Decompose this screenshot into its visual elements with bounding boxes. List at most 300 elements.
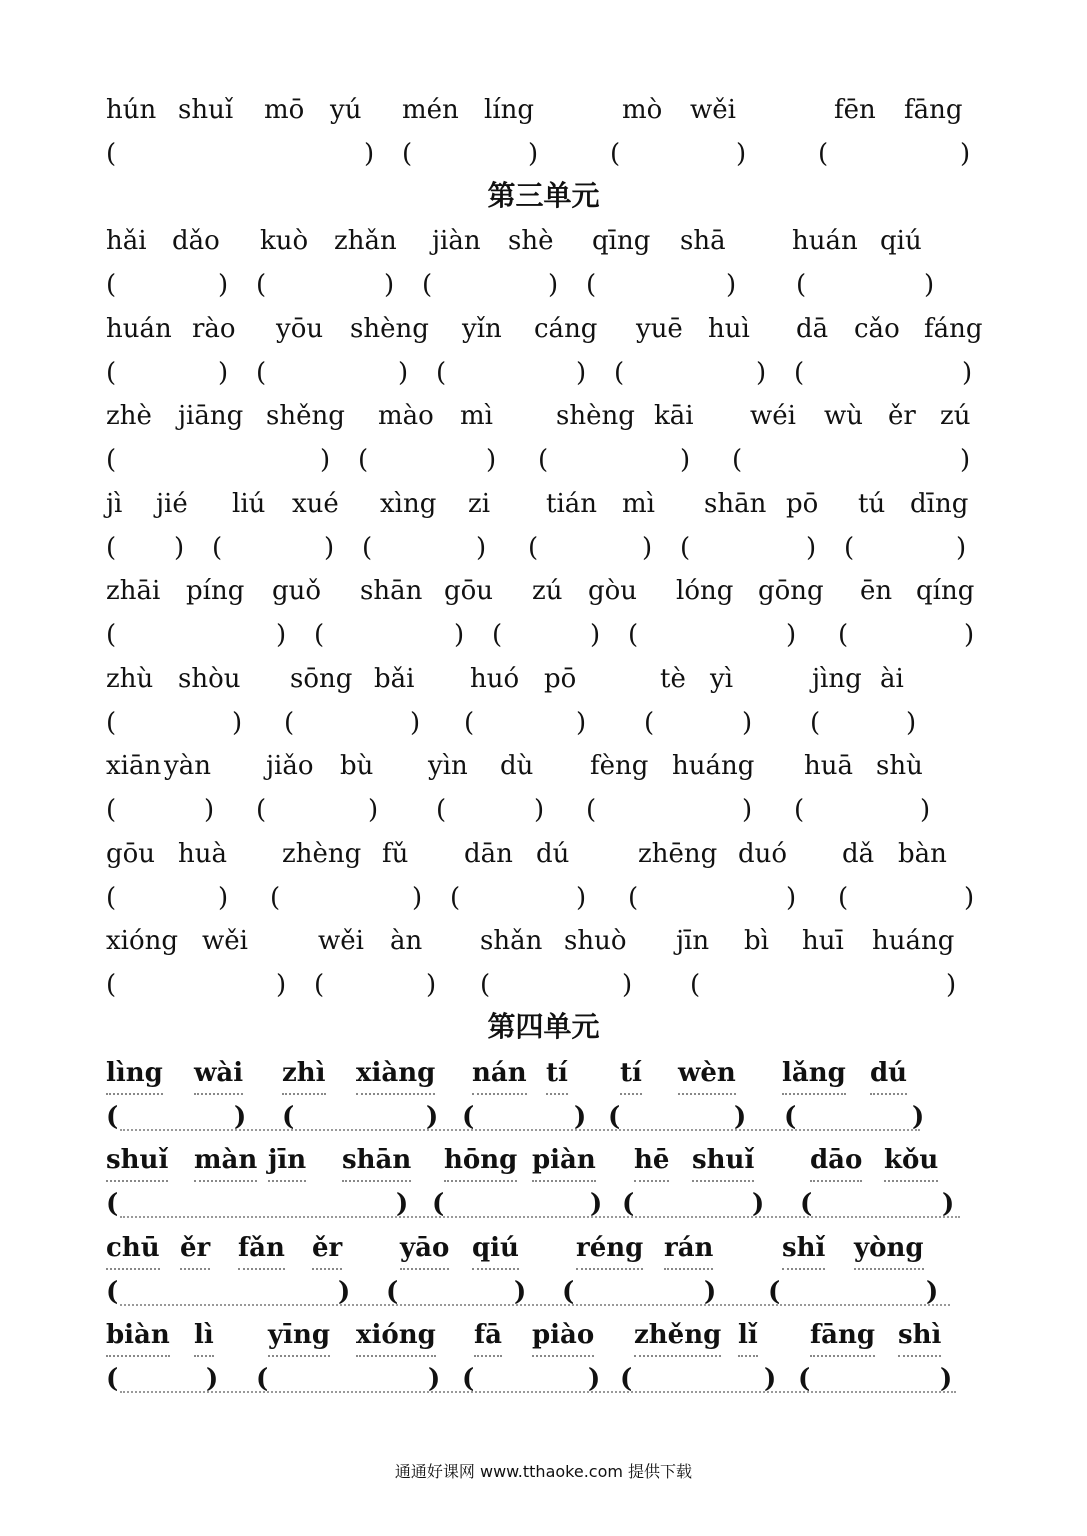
close-bracket: ) bbox=[234, 1102, 247, 1132]
pinyin-syllable: jīn bbox=[268, 1140, 306, 1182]
answer-brackets-row bbox=[0, 615, 1087, 655]
close-bracket: ) bbox=[476, 533, 487, 563]
pinyin-syllable: màn bbox=[194, 1140, 257, 1182]
pinyin-syllable: dā bbox=[796, 314, 829, 344]
pinyin-syllable: nán bbox=[472, 1053, 527, 1095]
open-bracket: ( bbox=[794, 358, 805, 388]
open-bracket: ( bbox=[432, 1189, 445, 1219]
pinyin-syllable: dān bbox=[464, 839, 513, 869]
close-bracket: ) bbox=[398, 358, 409, 388]
open-bracket: ( bbox=[796, 270, 807, 300]
open-bracket: ( bbox=[562, 1277, 575, 1307]
close-bracket: ) bbox=[962, 358, 973, 388]
open-bracket: ( bbox=[622, 1189, 635, 1219]
close-bracket: ) bbox=[548, 270, 559, 300]
pinyin-syllable: shèng bbox=[556, 401, 635, 431]
pinyin-syllable: dǎo bbox=[172, 226, 220, 256]
pinyin-syllable: huī bbox=[802, 926, 844, 956]
close-bracket: ) bbox=[206, 1364, 219, 1394]
open-bracket: ( bbox=[732, 445, 743, 475]
pinyin-syllable: zhěng bbox=[634, 1315, 721, 1357]
open-bracket: ( bbox=[106, 358, 117, 388]
answer-brackets-row bbox=[0, 790, 1087, 830]
close-bracket: ) bbox=[642, 533, 653, 563]
open-bracket: ( bbox=[462, 1102, 475, 1132]
pinyin-syllable: wù bbox=[824, 401, 863, 431]
close-bracket: ) bbox=[514, 1277, 527, 1307]
pinyin-syllable: zhè bbox=[106, 401, 152, 431]
pinyin-syllable: sōng bbox=[290, 664, 353, 694]
close-bracket: ) bbox=[956, 533, 967, 563]
open-bracket: ( bbox=[794, 795, 805, 825]
open-bracket: ( bbox=[106, 795, 117, 825]
close-bracket: ) bbox=[412, 883, 423, 913]
close-bracket: ) bbox=[940, 1364, 953, 1394]
close-bracket: ) bbox=[590, 620, 601, 650]
open-bracket: ( bbox=[106, 1102, 119, 1132]
pinyin-syllable: tè bbox=[660, 664, 686, 694]
close-bracket: ) bbox=[756, 358, 767, 388]
pinyin-syllable: zhèng bbox=[282, 839, 362, 869]
pinyin-syllable: guǒ bbox=[272, 576, 322, 606]
pinyin-syllable: xué bbox=[292, 489, 339, 519]
pinyin-row bbox=[0, 484, 1087, 524]
pinyin-row bbox=[0, 1315, 1087, 1355]
pinyin-syllable: wěi bbox=[202, 926, 248, 956]
open-bracket: ( bbox=[844, 533, 855, 563]
pinyin-syllable: dǎ bbox=[842, 839, 875, 869]
pinyin-syllable: kuò bbox=[260, 226, 309, 256]
close-bracket: ) bbox=[396, 1189, 409, 1219]
open-bracket: ( bbox=[800, 1189, 813, 1219]
pinyin-syllable: ěr bbox=[888, 401, 916, 431]
close-bracket: ) bbox=[320, 445, 331, 475]
close-bracket: ) bbox=[622, 970, 633, 1000]
unit-three-title: 第三单元 bbox=[487, 179, 600, 212]
pinyin-syllable: wèn bbox=[678, 1053, 736, 1095]
pinyin-syllable: tí bbox=[546, 1053, 568, 1095]
open-bracket: ( bbox=[106, 620, 117, 650]
open-bracket: ( bbox=[106, 270, 117, 300]
close-bracket: ) bbox=[924, 270, 935, 300]
pinyin-syllable: dú bbox=[536, 839, 570, 869]
pinyin-row bbox=[0, 1053, 1087, 1093]
pinyin-syllable: hōng bbox=[444, 1140, 517, 1182]
close-bracket: ) bbox=[218, 358, 229, 388]
open-bracket: ( bbox=[284, 708, 295, 738]
answer-brackets-row bbox=[0, 528, 1087, 568]
pinyin-syllable: jiāng bbox=[178, 401, 244, 431]
pinyin-syllable: shòu bbox=[178, 664, 241, 694]
pinyin-syllable: shān bbox=[342, 1140, 411, 1182]
pinyin-syllable: ài bbox=[880, 664, 904, 694]
pinyin-syllable: kǒu bbox=[884, 1140, 938, 1182]
answer-brackets-row bbox=[0, 965, 1087, 1005]
answer-brackets-row bbox=[0, 1097, 1087, 1137]
pinyin-syllable: jīn bbox=[676, 926, 710, 956]
pinyin-syllable: pō bbox=[544, 664, 577, 694]
pinyin-syllable: zhù bbox=[106, 664, 154, 694]
pinyin-syllable: chū bbox=[106, 1228, 160, 1270]
close-bracket: ) bbox=[426, 970, 437, 1000]
close-bracket: ) bbox=[528, 139, 539, 169]
answer-brackets-row bbox=[0, 353, 1087, 393]
close-bracket: ) bbox=[964, 620, 975, 650]
pinyin-syllable: xiàng bbox=[356, 1053, 435, 1095]
pinyin-syllable: xiān bbox=[106, 751, 162, 781]
close-bracket: ) bbox=[364, 139, 375, 169]
open-bracket: ( bbox=[106, 533, 117, 563]
pinyin-syllable: wěi bbox=[690, 95, 736, 125]
pinyin-syllable: jì bbox=[106, 489, 123, 519]
pinyin-syllable: gòu bbox=[588, 576, 638, 606]
pinyin-syllable: fāng bbox=[904, 95, 963, 125]
open-bracket: ( bbox=[256, 358, 267, 388]
close-bracket: ) bbox=[590, 1189, 603, 1219]
open-bracket: ( bbox=[586, 795, 597, 825]
dotted-answer-line bbox=[120, 1216, 960, 1218]
open-bracket: ( bbox=[106, 1189, 119, 1219]
pinyin-syllable: wěi bbox=[318, 926, 364, 956]
open-bracket: ( bbox=[768, 1277, 781, 1307]
open-bracket: ( bbox=[270, 883, 281, 913]
open-bracket: ( bbox=[256, 1364, 269, 1394]
open-bracket: ( bbox=[362, 533, 373, 563]
pinyin-syllable: huán bbox=[792, 226, 858, 256]
open-bracket: ( bbox=[810, 708, 821, 738]
pinyin-syllable: bì bbox=[744, 926, 769, 956]
pinyin-syllable: píng bbox=[186, 576, 245, 606]
pinyin-syllable: zi bbox=[468, 489, 491, 519]
pinyin-syllable: bù bbox=[340, 751, 374, 781]
pinyin-syllable: àn bbox=[390, 926, 423, 956]
close-bracket: ) bbox=[752, 1189, 765, 1219]
pinyin-syllable: fǎn bbox=[238, 1228, 285, 1270]
close-bracket: ) bbox=[486, 445, 497, 475]
pinyin-syllable: jié bbox=[156, 489, 188, 519]
pinyin-syllable: huán bbox=[106, 314, 172, 344]
close-bracket: ) bbox=[574, 1102, 587, 1132]
pinyin-syllable: yìn bbox=[428, 751, 468, 781]
answer-brackets-row bbox=[0, 1272, 1087, 1312]
pinyin-syllable: shān bbox=[360, 576, 423, 606]
close-bracket: ) bbox=[806, 533, 817, 563]
close-bracket: ) bbox=[742, 708, 753, 738]
open-bracket: ( bbox=[528, 533, 539, 563]
pinyin-syllable: dù bbox=[500, 751, 534, 781]
open-bracket: ( bbox=[480, 970, 491, 1000]
pinyin-syllable: hǎi bbox=[106, 226, 147, 256]
pinyin-row bbox=[0, 221, 1087, 261]
pinyin-syllable: yuē bbox=[636, 314, 683, 344]
pinyin-syllable: shuǐ bbox=[692, 1140, 754, 1182]
answer-brackets-row bbox=[0, 703, 1087, 743]
close-bracket: ) bbox=[576, 883, 587, 913]
close-bracket: ) bbox=[920, 795, 931, 825]
open-bracket: ( bbox=[106, 1277, 119, 1307]
close-bracket: ) bbox=[964, 883, 975, 913]
close-bracket: ) bbox=[426, 1102, 439, 1132]
open-bracket: ( bbox=[586, 270, 597, 300]
pinyin-syllable: lóng bbox=[676, 576, 734, 606]
pinyin-syllable: zhì bbox=[282, 1053, 326, 1095]
open-bracket: ( bbox=[436, 795, 447, 825]
open-bracket: ( bbox=[690, 970, 701, 1000]
pinyin-syllable: shěng bbox=[266, 401, 345, 431]
pinyin-syllable: kāi bbox=[654, 401, 694, 431]
open-bracket: ( bbox=[106, 970, 117, 1000]
open-bracket: ( bbox=[798, 1364, 811, 1394]
pinyin-row bbox=[0, 746, 1087, 786]
pinyin-syllable: yòng bbox=[854, 1228, 924, 1270]
open-bracket: ( bbox=[402, 139, 413, 169]
pinyin-syllable: yīng bbox=[268, 1315, 330, 1357]
pinyin-syllable: gōu bbox=[444, 576, 494, 606]
pinyin-syllable: hún bbox=[106, 95, 157, 125]
pinyin-syllable: qīng bbox=[592, 226, 651, 256]
pinyin-syllable: dāo bbox=[810, 1140, 862, 1182]
open-bracket: ( bbox=[538, 445, 549, 475]
pinyin-syllable: cáng bbox=[534, 314, 598, 344]
pinyin-syllable: tí bbox=[620, 1053, 642, 1095]
pinyin-syllable: cǎo bbox=[854, 314, 900, 344]
close-bracket: ) bbox=[786, 620, 797, 650]
pinyin-syllable: tú bbox=[858, 489, 886, 519]
close-bracket: ) bbox=[588, 1364, 601, 1394]
dotted-answer-line bbox=[120, 1391, 956, 1393]
open-bracket: ( bbox=[608, 1102, 621, 1132]
pinyin-row bbox=[0, 1140, 1087, 1180]
pinyin-syllable: yàn bbox=[164, 751, 211, 781]
pinyin-syllable: mào bbox=[378, 401, 434, 431]
open-bracket: ( bbox=[610, 139, 621, 169]
pinyin-syllable: lǐ bbox=[738, 1315, 758, 1357]
open-bracket: ( bbox=[106, 708, 117, 738]
close-bracket: ) bbox=[704, 1277, 717, 1307]
pinyin-row bbox=[0, 396, 1087, 436]
pinyin-syllable: bàn bbox=[898, 839, 947, 869]
open-bracket: ( bbox=[106, 883, 117, 913]
pinyin-syllable: gōng bbox=[758, 576, 824, 606]
close-bracket: ) bbox=[174, 533, 185, 563]
pinyin-syllable: biàn bbox=[106, 1315, 170, 1357]
pinyin-syllable: fǔ bbox=[382, 839, 409, 869]
pinyin-syllable: mì bbox=[460, 401, 493, 431]
pinyin-syllable: zhǎn bbox=[334, 226, 397, 256]
pinyin-syllable: mō bbox=[264, 95, 305, 125]
pinyin-syllable: zú bbox=[940, 401, 971, 431]
close-bracket: ) bbox=[204, 795, 215, 825]
close-bracket: ) bbox=[726, 270, 737, 300]
open-bracket: ( bbox=[818, 139, 829, 169]
open-bracket: ( bbox=[106, 445, 117, 475]
pinyin-row bbox=[0, 309, 1087, 349]
open-bracket: ( bbox=[256, 270, 267, 300]
pinyin-syllable: ēn bbox=[860, 576, 893, 606]
page-footer: 通通好课网 www.tthaoke.com 提供下载 bbox=[394, 1462, 693, 1481]
open-bracket: ( bbox=[422, 270, 433, 300]
open-bracket: ( bbox=[644, 708, 655, 738]
open-bracket: ( bbox=[358, 445, 369, 475]
pinyin-syllable: piàn bbox=[532, 1140, 596, 1182]
answer-brackets-row bbox=[0, 1184, 1087, 1224]
answer-brackets-row bbox=[0, 878, 1087, 918]
close-bracket: ) bbox=[942, 1189, 955, 1219]
pinyin-syllable: xìng bbox=[380, 489, 437, 519]
close-bracket: ) bbox=[218, 270, 229, 300]
pinyin-syllable: dú bbox=[870, 1053, 907, 1095]
pinyin-syllable: yú bbox=[330, 95, 362, 125]
open-bracket: ( bbox=[256, 795, 267, 825]
pinyin-syllable: réng bbox=[576, 1228, 643, 1270]
open-bracket: ( bbox=[838, 883, 849, 913]
pinyin-syllable: shān bbox=[704, 489, 767, 519]
close-bracket: ) bbox=[764, 1364, 777, 1394]
close-bracket: ) bbox=[680, 445, 691, 475]
dotted-answer-line bbox=[120, 1304, 950, 1306]
pinyin-syllable: fā bbox=[474, 1315, 502, 1357]
close-bracket: ) bbox=[786, 883, 797, 913]
pinyin-row bbox=[0, 571, 1087, 611]
pinyin-syllable: huà bbox=[178, 839, 227, 869]
pinyin-syllable: shuǐ bbox=[106, 1140, 168, 1182]
close-bracket: ) bbox=[454, 620, 465, 650]
close-bracket: ) bbox=[912, 1102, 925, 1132]
close-bracket: ) bbox=[736, 139, 747, 169]
pinyin-syllable: wài bbox=[194, 1053, 243, 1095]
pinyin-syllable: shuò bbox=[564, 926, 627, 956]
pinyin-syllable: qiú bbox=[880, 226, 922, 256]
pinyin-syllable: dīng bbox=[910, 489, 969, 519]
pinyin-syllable: yōu bbox=[276, 314, 324, 344]
pinyin-syllable: zhēng bbox=[638, 839, 718, 869]
open-bracket: ( bbox=[628, 620, 639, 650]
close-bracket: ) bbox=[368, 795, 379, 825]
open-bracket: ( bbox=[282, 1102, 295, 1132]
pinyin-syllable: huì bbox=[708, 314, 750, 344]
answer-brackets-row bbox=[0, 134, 1087, 174]
open-bracket: ( bbox=[628, 883, 639, 913]
pinyin-syllable: piào bbox=[532, 1315, 594, 1357]
close-bracket: ) bbox=[946, 970, 957, 1000]
open-bracket: ( bbox=[838, 620, 849, 650]
pinyin-syllable: shù bbox=[876, 751, 923, 781]
pinyin-syllable: zú bbox=[532, 576, 563, 606]
pinyin-syllable: shā bbox=[680, 226, 726, 256]
close-bracket: ) bbox=[410, 708, 421, 738]
pinyin-row bbox=[0, 90, 1087, 130]
pinyin-row bbox=[0, 659, 1087, 699]
open-bracket: ( bbox=[620, 1364, 633, 1394]
pinyin-row bbox=[0, 1228, 1087, 1268]
close-bracket: ) bbox=[276, 620, 287, 650]
close-bracket: ) bbox=[926, 1277, 939, 1307]
pinyin-syllable: huáng bbox=[872, 926, 955, 956]
open-bracket: ( bbox=[462, 1364, 475, 1394]
pinyin-syllable: huā bbox=[804, 751, 853, 781]
pinyin-syllable: yì bbox=[710, 664, 734, 694]
pinyin-syllable: yǐn bbox=[462, 314, 502, 344]
pinyin-syllable: xióng bbox=[356, 1315, 436, 1357]
pinyin-syllable: jìng bbox=[812, 664, 862, 694]
pinyin-syllable: shì bbox=[898, 1315, 941, 1357]
pinyin-row bbox=[0, 834, 1087, 874]
pinyin-syllable: jiàn bbox=[432, 226, 481, 256]
pinyin-syllable: huáng bbox=[672, 751, 755, 781]
pinyin-syllable: qiú bbox=[472, 1228, 519, 1270]
pinyin-syllable: shǐ bbox=[782, 1228, 825, 1270]
pinyin-syllable: shuǐ bbox=[178, 95, 234, 125]
close-bracket: ) bbox=[906, 708, 917, 738]
open-bracket: ( bbox=[450, 883, 461, 913]
close-bracket: ) bbox=[960, 139, 971, 169]
close-bracket: ) bbox=[218, 883, 229, 913]
pinyin-syllable: tián bbox=[546, 489, 598, 519]
answer-brackets-row bbox=[0, 1359, 1087, 1399]
pinyin-syllable: jiǎo bbox=[266, 751, 314, 781]
pinyin-syllable: lǎng bbox=[782, 1053, 846, 1095]
pinyin-syllable: ěr bbox=[180, 1228, 210, 1270]
open-bracket: ( bbox=[680, 533, 691, 563]
pinyin-syllable: ěr bbox=[312, 1228, 342, 1270]
open-bracket: ( bbox=[492, 620, 503, 650]
pinyin-syllable: fēn bbox=[834, 95, 876, 125]
close-bracket: ) bbox=[324, 533, 335, 563]
pinyin-syllable: liú bbox=[232, 489, 266, 519]
open-bracket: ( bbox=[614, 358, 625, 388]
pinyin-syllable: fèng bbox=[590, 751, 649, 781]
pinyin-syllable: duó bbox=[738, 839, 788, 869]
pinyin-syllable: mì bbox=[622, 489, 655, 519]
pinyin-syllable: zhāi bbox=[106, 576, 161, 606]
pinyin-syllable: fáng bbox=[924, 314, 983, 344]
open-bracket: ( bbox=[436, 358, 447, 388]
open-bracket: ( bbox=[386, 1277, 399, 1307]
pinyin-syllable: shǎn bbox=[480, 926, 543, 956]
pinyin-syllable: bǎi bbox=[374, 664, 415, 694]
close-bracket: ) bbox=[576, 708, 587, 738]
pinyin-syllable: yāo bbox=[400, 1228, 449, 1270]
answer-brackets-row bbox=[0, 265, 1087, 305]
close-bracket: ) bbox=[384, 270, 395, 300]
pinyin-syllable: rào bbox=[192, 314, 236, 344]
pinyin-syllable: xióng bbox=[106, 926, 179, 956]
close-bracket: ) bbox=[338, 1277, 351, 1307]
pinyin-syllable: rán bbox=[664, 1228, 713, 1270]
pinyin-syllable: pō bbox=[786, 489, 819, 519]
pinyin-syllable: mò bbox=[622, 95, 663, 125]
pinyin-row bbox=[0, 921, 1087, 961]
pinyin-syllable: fāng bbox=[810, 1315, 875, 1357]
pinyin-syllable: shè bbox=[508, 226, 554, 256]
close-bracket: ) bbox=[428, 1364, 441, 1394]
open-bracket: ( bbox=[106, 139, 117, 169]
open-bracket: ( bbox=[464, 708, 475, 738]
close-bracket: ) bbox=[742, 795, 753, 825]
open-bracket: ( bbox=[784, 1102, 797, 1132]
pinyin-syllable: huó bbox=[470, 664, 520, 694]
pinyin-syllable: líng bbox=[484, 95, 535, 125]
pinyin-syllable: lì bbox=[194, 1315, 214, 1357]
close-bracket: ) bbox=[576, 358, 587, 388]
open-bracket: ( bbox=[212, 533, 223, 563]
close-bracket: ) bbox=[960, 445, 971, 475]
pinyin-syllable: gōu bbox=[106, 839, 156, 869]
close-bracket: ) bbox=[276, 970, 287, 1000]
pinyin-syllable: lìng bbox=[106, 1053, 163, 1095]
open-bracket: ( bbox=[106, 1364, 119, 1394]
pinyin-syllable: shèng bbox=[350, 314, 429, 344]
